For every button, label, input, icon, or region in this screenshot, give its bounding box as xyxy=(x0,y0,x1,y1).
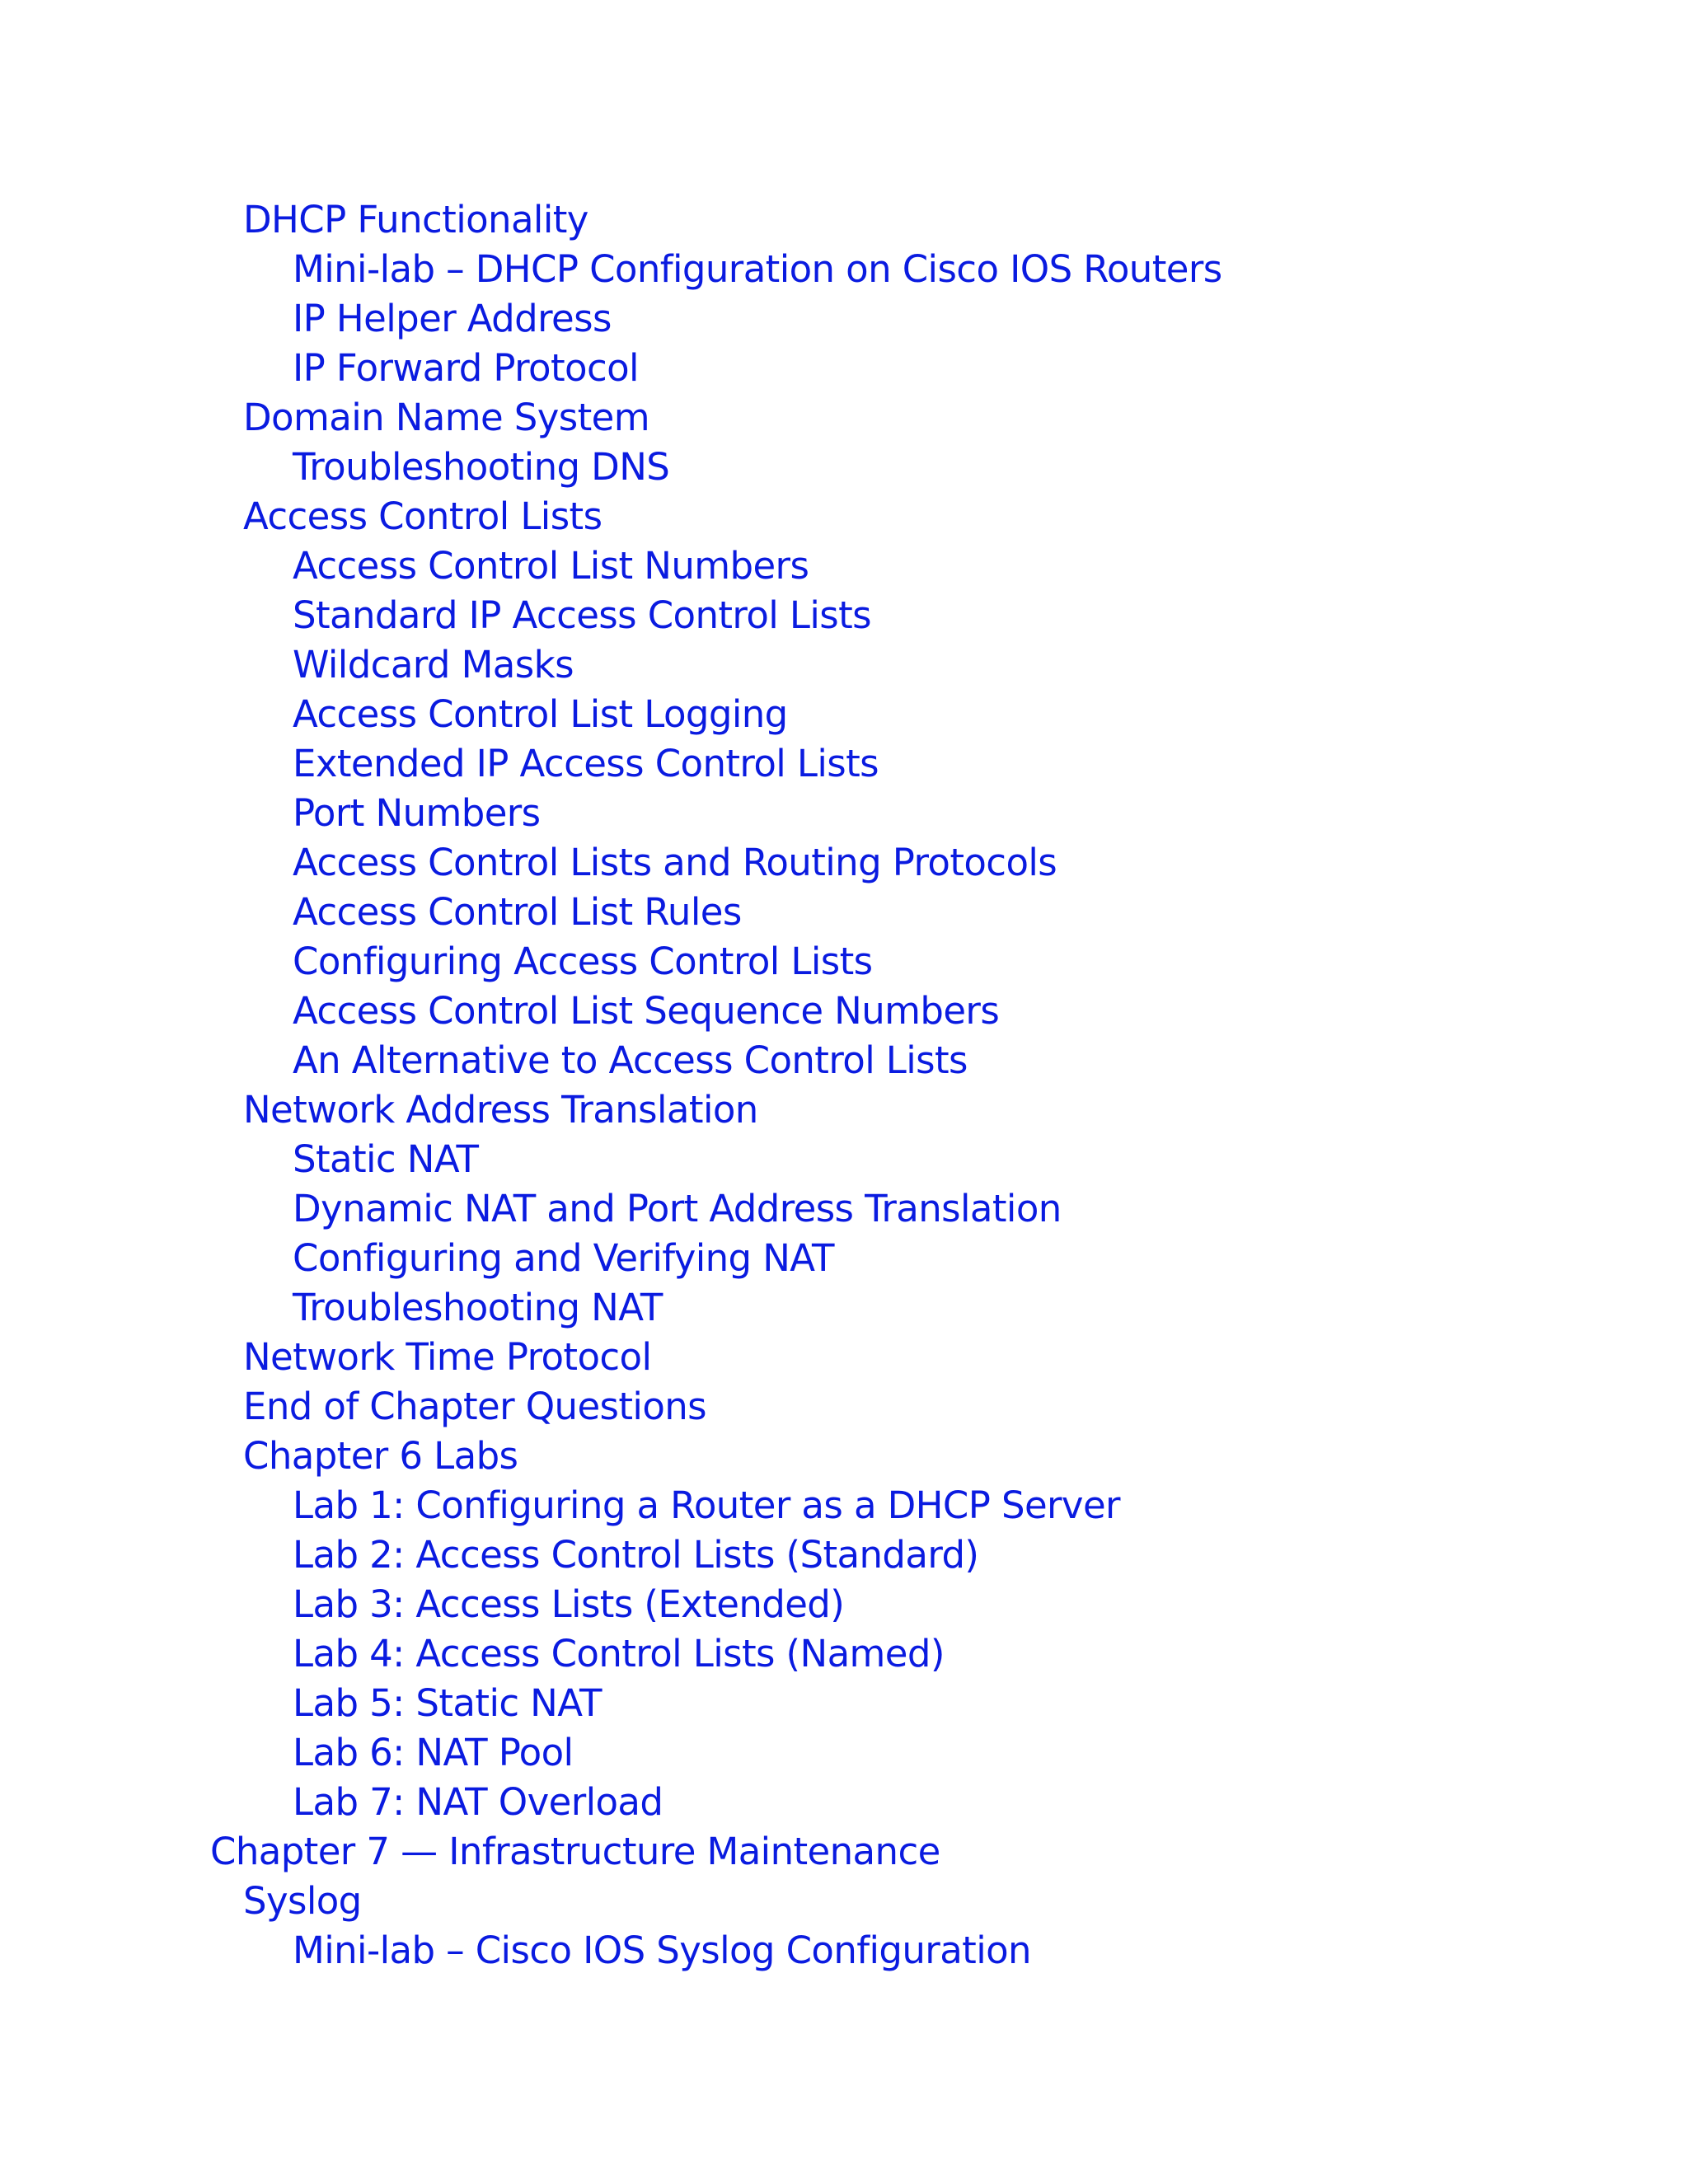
toc-link[interactable]: Access Control List Logging xyxy=(293,692,788,736)
toc-link[interactable]: Access Control List Rules xyxy=(293,890,742,934)
toc-link[interactable]: Lab 6: NAT Pool xyxy=(293,1731,574,1774)
toc-list-item xyxy=(0,1580,1688,1629)
toc-list-item xyxy=(0,591,1688,640)
toc-link[interactable]: End of Chapter Questions xyxy=(243,1385,707,1428)
toc-link[interactable]: Access Control Lists xyxy=(243,494,603,538)
toc-link[interactable]: Lab 2: Access Control Lists (Standard) xyxy=(293,1533,979,1577)
toc-link[interactable]: Access Control Lists and Routing Protocols xyxy=(293,841,1057,884)
toc-link[interactable]: Network Time Protocol xyxy=(243,1335,652,1379)
toc-list-item xyxy=(0,690,1688,739)
toc-list-item xyxy=(0,987,1688,1036)
toc-list-item xyxy=(0,1333,1688,1382)
toc-link[interactable]: Troubleshooting DNS xyxy=(293,445,670,489)
toc-link[interactable]: Mini-lab – DHCP Configuration on Cisco IOS Routers xyxy=(293,247,1222,291)
toc-list-item xyxy=(0,1629,1688,1679)
toc-link[interactable]: Wildcard Masks xyxy=(293,643,574,687)
toc-list-item xyxy=(0,245,1688,294)
toc-link[interactable]: Lab 5: Static NAT xyxy=(293,1681,602,1725)
toc-link[interactable]: Access Control List Sequence Numbers xyxy=(293,989,1000,1033)
toc-list-item xyxy=(0,888,1688,937)
toc-link[interactable]: Chapter 7 — Infrastructure Maintenance xyxy=(210,1830,940,1873)
toc-list-item xyxy=(0,1778,1688,1827)
toc-list-item xyxy=(0,393,1688,443)
toc-list-item xyxy=(0,1184,1688,1234)
toc-link[interactable]: Syslog xyxy=(243,1879,362,1923)
toc-list-item xyxy=(0,1135,1688,1184)
toc-link[interactable]: Chapter 6 Labs xyxy=(243,1434,518,1478)
toc-list-item xyxy=(0,344,1688,393)
toc-link[interactable]: Troubleshooting NAT xyxy=(293,1286,663,1329)
toc-list-item xyxy=(0,789,1688,838)
toc-list-item xyxy=(0,443,1688,492)
toc-link[interactable]: Dynamic NAT and Port Address Translation xyxy=(293,1187,1062,1230)
toc-link[interactable]: Domain Name System xyxy=(243,396,649,439)
toc-list-item xyxy=(0,1827,1688,1877)
toc-list-item xyxy=(0,739,1688,789)
toc-list-item xyxy=(0,937,1688,987)
toc-link[interactable]: Configuring Access Control Lists xyxy=(293,940,873,983)
toc-link[interactable]: Lab 3: Access Lists (Extended) xyxy=(293,1582,845,1626)
toc-list-item xyxy=(0,541,1688,591)
toc-link[interactable]: An Alternative to Access Control Lists xyxy=(293,1038,968,1082)
toc-link[interactable]: Static NAT xyxy=(293,1137,479,1181)
toc-list-item xyxy=(0,294,1688,344)
toc-list-item xyxy=(0,1432,1688,1481)
toc-list-item xyxy=(0,1728,1688,1778)
toc-link[interactable]: Lab 1: Configuring a Router as a DHCP Server xyxy=(293,1483,1120,1527)
toc-link[interactable]: Mini-lab – Cisco IOS Syslog Configuration xyxy=(293,1929,1031,1972)
toc-list-item xyxy=(0,1036,1688,1085)
toc-list-item xyxy=(0,838,1688,888)
toc-list-item xyxy=(0,1085,1688,1135)
toc-list-item xyxy=(0,640,1688,690)
toc-link[interactable]: Configuring and Verifying NAT xyxy=(293,1236,834,1280)
toc-list-item xyxy=(0,1382,1688,1432)
toc-link[interactable]: Lab 7: NAT Overload xyxy=(293,1780,663,1824)
toc-link[interactable]: Network Address Translation xyxy=(243,1088,758,1132)
toc-list-item xyxy=(0,1926,1688,1975)
toc-link[interactable]: Port Numbers xyxy=(293,791,541,835)
toc-list-item xyxy=(0,1234,1688,1283)
toc-list-item xyxy=(0,1481,1688,1530)
toc-link[interactable]: DHCP Functionality xyxy=(243,198,588,241)
toc-link[interactable]: Access Control List Numbers xyxy=(293,544,809,588)
toc-link[interactable]: Lab 4: Access Control Lists (Named) xyxy=(293,1632,945,1675)
toc-list-item xyxy=(0,1877,1688,1926)
toc-list-item xyxy=(0,492,1688,541)
toc-list-item xyxy=(0,1679,1688,1728)
toc-list-item xyxy=(0,195,1688,245)
toc-link[interactable]: IP Helper Address xyxy=(293,297,612,340)
toc-list-item xyxy=(0,1283,1688,1333)
toc-link[interactable]: Extended IP Access Control Lists xyxy=(293,742,879,785)
toc-list-item xyxy=(0,1530,1688,1580)
toc-link[interactable]: Standard IP Access Control Lists xyxy=(293,593,871,637)
toc-link[interactable]: IP Forward Protocol xyxy=(293,346,639,390)
table-of-contents xyxy=(0,195,1688,1975)
